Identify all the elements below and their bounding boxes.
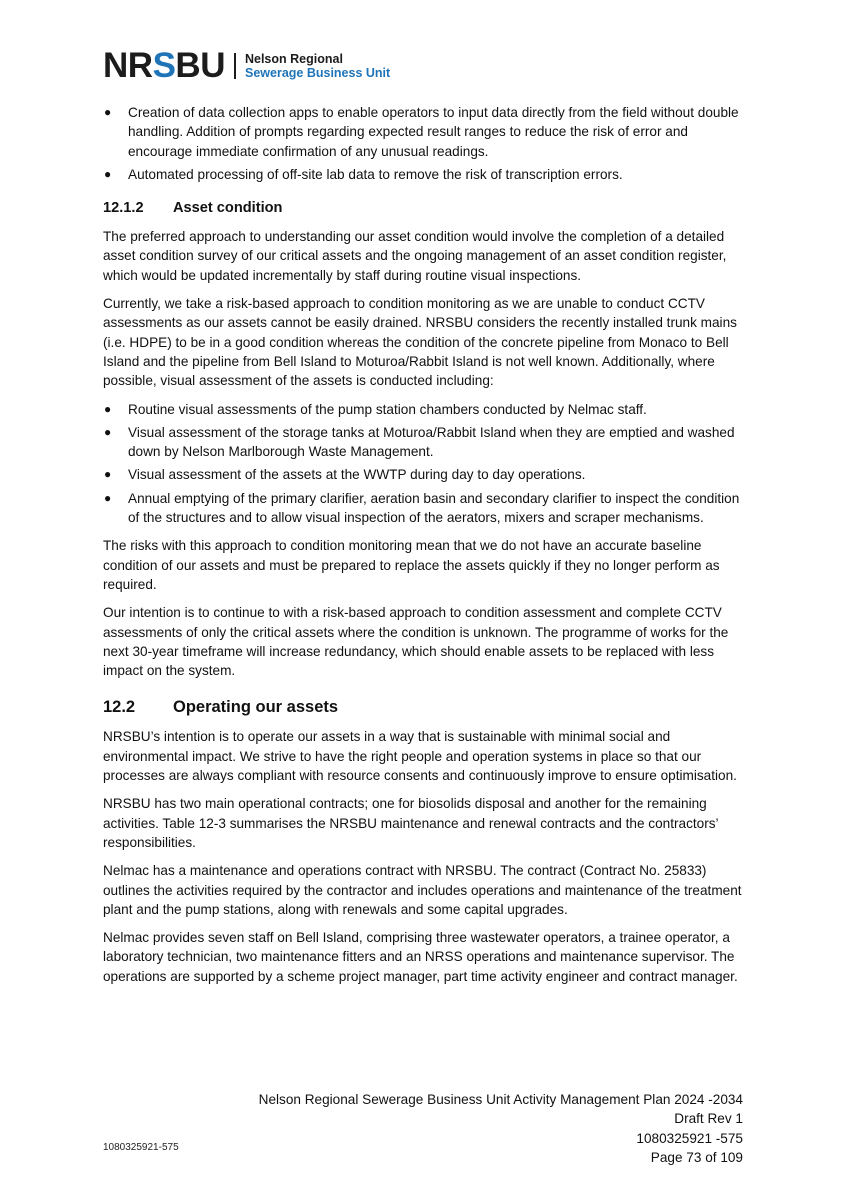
section-heading-asset-condition: 12.1.2 Asset condition bbox=[103, 200, 283, 217]
bullet-icon: ● bbox=[104, 490, 112, 505]
main-content bbox=[103, 103, 743, 995]
footer-revision: Draft Rev 1 bbox=[674, 1111, 743, 1127]
bullet-icon: ● bbox=[104, 467, 112, 482]
paragraph: The preferred approach to understanding our asset condition would involve the completion of a detailed asset condition survey of our critical assets and the ongoing management of an asset condition register, which would be updated incrementally by staff during routine visual inspections. bbox=[103, 229, 727, 283]
paragraph: Our intention is to continue to with a risk-based approach to condition assessment and complete CCTV assessments of only the critical assets where the condition is unknown. The programme of works for the next 30-year timeframe will increase redundancy, which should enable assets to be replaced with less impact on the system. bbox=[103, 605, 729, 679]
logo-wordmark: NRSBU bbox=[103, 46, 225, 85]
list-item: ● Visual assessment of the storage tanks at Moturoa/Rabbit Island when they are emptied and washed down by Nelson Marlborough Waste Management. bbox=[104, 424, 735, 460]
bullet-icon: ● bbox=[104, 401, 112, 416]
paragraph: NRSBU has two main operational contracts; one for biosolids disposal and another for the remaining activities. Table 12-3 summarises the NRSBU maintenance and renewal contracts and the contractors’ responsibilities. bbox=[103, 796, 719, 850]
paragraph: The risks with this approach to condition monitoring mean that we do not have an accurate baseline condition of our assets and must be prepared to replace the assets quickly if they no longer perform as required. bbox=[103, 538, 720, 592]
paragraph: Nelmac provides seven staff on Bell Island, comprising three wastewater operators, a trainee operator, a laboratory technician, two maintenance fitters and an NRSS operations and maintenance supervisor. The operations are supported by a scheme project manager, part time activity engineer and contract manager. bbox=[103, 930, 738, 984]
section-heading-operating-assets: 12.2 Operating our assets bbox=[103, 698, 339, 717]
list-item: ● Automated processing of off-site lab data to remove the risk of transcription errors. bbox=[103, 165, 743, 184]
footer-reference: 1080325921 -575 bbox=[636, 1130, 743, 1146]
list-item: ● Visual assessment of the assets at the WWTP during day to day operations. bbox=[103, 465, 743, 484]
nrsbu-logo bbox=[103, 46, 391, 85]
list-item: ● Routine visual assessments of the pump station chambers conducted by Nelmac staff. bbox=[103, 400, 743, 419]
logo-divider bbox=[234, 53, 236, 79]
logo-subtitle: Nelson Regional Sewerage Business Unit bbox=[244, 52, 391, 80]
bullet-icon: ● bbox=[104, 105, 112, 119]
page-footer bbox=[259, 1090, 743, 1167]
paragraph: Currently, we take a risk-based approach to condition monitoring as we are unable to conduct CCTV assessments as our assets cannot be easily drained. NRSBU considers the recently installed trunk mains (i.e. HDPE) to be in a good condition whereas the condition of the concrete pipeline from Monaco to Bell Island and the pipeline from Bell Island to Moturoa/Rabbit Island is not well known. Additionally, where possible, visual assessment of the assets is conducted including: bbox=[103, 296, 737, 389]
intro-bullet-list bbox=[103, 103, 743, 184]
footer-document-title: Nelson Regional Sewerage Business Unit Activity Management Plan 2024 -2034 bbox=[258, 1092, 743, 1107]
paragraph: NRSBU’s intention is to operate our assets in a way that is sustainable with minimal social and environmental impact. We strive to have the right people and operation systems in place so that our processes are always compliant with resource consents and continuously improve to ensure optimisation. bbox=[103, 729, 737, 784]
bullet-icon: ● bbox=[104, 166, 112, 181]
bullet-icon: ● bbox=[104, 424, 112, 439]
paragraph: Nelmac has a maintenance and operations contract with NRSBU. The contract (Contract No. 25833) outlines the activities required by the contractor and includes operations and maintenance of the treatment plant and the pump stations, along with renewals and some capital upgrades. bbox=[103, 863, 742, 917]
list-item: ● Creation of data collection apps to enable operators to input data directly from the field without double handling. Addition of prompts regarding expected result ranges to reduce the risk of error and encourage immediate confirmation of any unusual readings. bbox=[104, 105, 739, 159]
page-number: Page 73 of 109 bbox=[650, 1149, 743, 1165]
assessment-bullet-list bbox=[103, 400, 743, 528]
footer-doc-id: 1080325921-575 bbox=[103, 1142, 179, 1153]
list-item: ● Annual emptying of the primary clarifier, aeration basin and secondary clarifier to inspect the condition of the structures and to allow visual inspection of the aerators, mixers and scraper mechanisms. bbox=[104, 490, 740, 526]
